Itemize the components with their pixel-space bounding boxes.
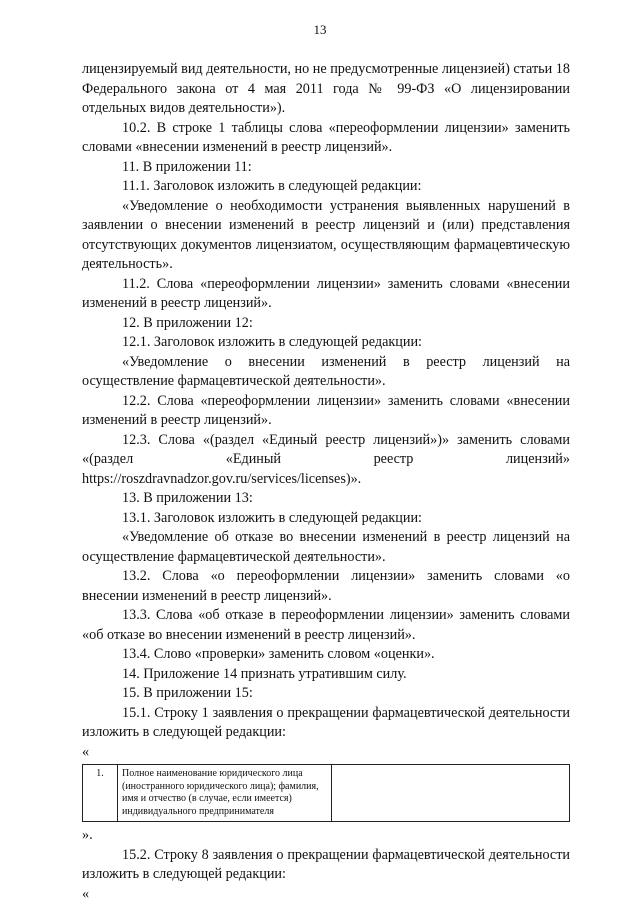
paragraph: 13.4. Слово «проверки» заменить словом «оценки». (122, 646, 435, 662)
quote-close: ». (82, 827, 93, 843)
paragraph: 12.3. Слова «(раздел «Единый реестр лицензий»)» заменить словами «(раздел «Единый реестр лицензий» https://roszdravnadzor.gov.ru/services/licenses)». (82, 431, 570, 487)
paragraph: 10.2. В строке 1 таблицы слова «переоформлении лицензии» заменить словами «внесении изменений в реестр лицензий». (82, 119, 570, 155)
paragraph: 15. В приложении 15: (122, 685, 253, 701)
application-table (82, 764, 570, 822)
paragraph: 15.1. Строку 1 заявления о прекращении фармацевтической деятельности изложить в следующей редакции: (82, 704, 570, 740)
paragraph: 12.1. Заголовок изложить в следующей редакции: (122, 334, 422, 350)
paragraph: 11.2. Слова «переоформлении лицензии» заменить словами «внесении изменений в реестр лицензий». (82, 275, 570, 311)
paragraph: 13.2. Слова «о переоформлении лицензии» заменить словами «о внесении изменений в реестр лицензий». (82, 568, 570, 604)
paragraph: 12. В приложении 12: (122, 314, 253, 331)
paragraph: 13.1. Заголовок изложить в следующей редакции: (122, 509, 422, 526)
paragraph: «Уведомление о необходимости устранения выявленных нарушений в заявлении о внесении изменений в реестр лицензий и (или) представления отсутствующих документов лицензиатом, осуществляющим фармацевтическую деятельность». (82, 197, 570, 272)
paragraph: лицензируемый вид деятельности, но не предусмотренные лицензией) статьи 18 Федерального закона от 4 мая 2011 года № 99-ФЗ «О лицензировании отдельных видов деятельности»). (82, 61, 570, 116)
paragraph: 15.2. Строку 8 заявления о прекращении фармацевтической деятельности изложить в следующей редакции: (82, 846, 570, 882)
table-cell-description: Полное наименование юридического лица (иностранного юридического лица); фамилия, имя и отчество (в случае, если имеется) индивидуального предпринимателя (118, 765, 332, 822)
table-row (83, 765, 570, 822)
table-cell-value (332, 765, 570, 822)
paragraph: «Уведомление о внесении изменений в реестр лицензий на осуществление фармацевтической деятельности». (82, 353, 570, 389)
paragraph: 14. Приложение 14 признать утратившим силу. (122, 665, 407, 682)
paragraph: 13.3. Слова «об отказе в переоформлении лицензии» заменить словами «об отказе во внесении изменений в реестр лицензий». (82, 607, 570, 643)
paragraph: 12.2. Слова «переоформлении лицензии» заменить словами «внесении изменений в реестр лицензий». (82, 392, 570, 428)
table-cell-number: 1. (83, 765, 118, 822)
document-body (82, 60, 570, 904)
quote-open-2: « (82, 885, 90, 902)
paragraph: 13. В приложении 13: (122, 490, 253, 506)
paragraph: 11.1. Заголовок изложить в следующей редакции: (122, 178, 422, 194)
page-number: 13 (313, 22, 327, 37)
quote-open: « (82, 743, 90, 760)
paragraph: «Уведомление об отказе во внесении изменений в реестр лицензий на осуществление фармацевтической деятельности». (82, 529, 570, 565)
paragraph: 11. В приложении 11: (122, 158, 252, 175)
